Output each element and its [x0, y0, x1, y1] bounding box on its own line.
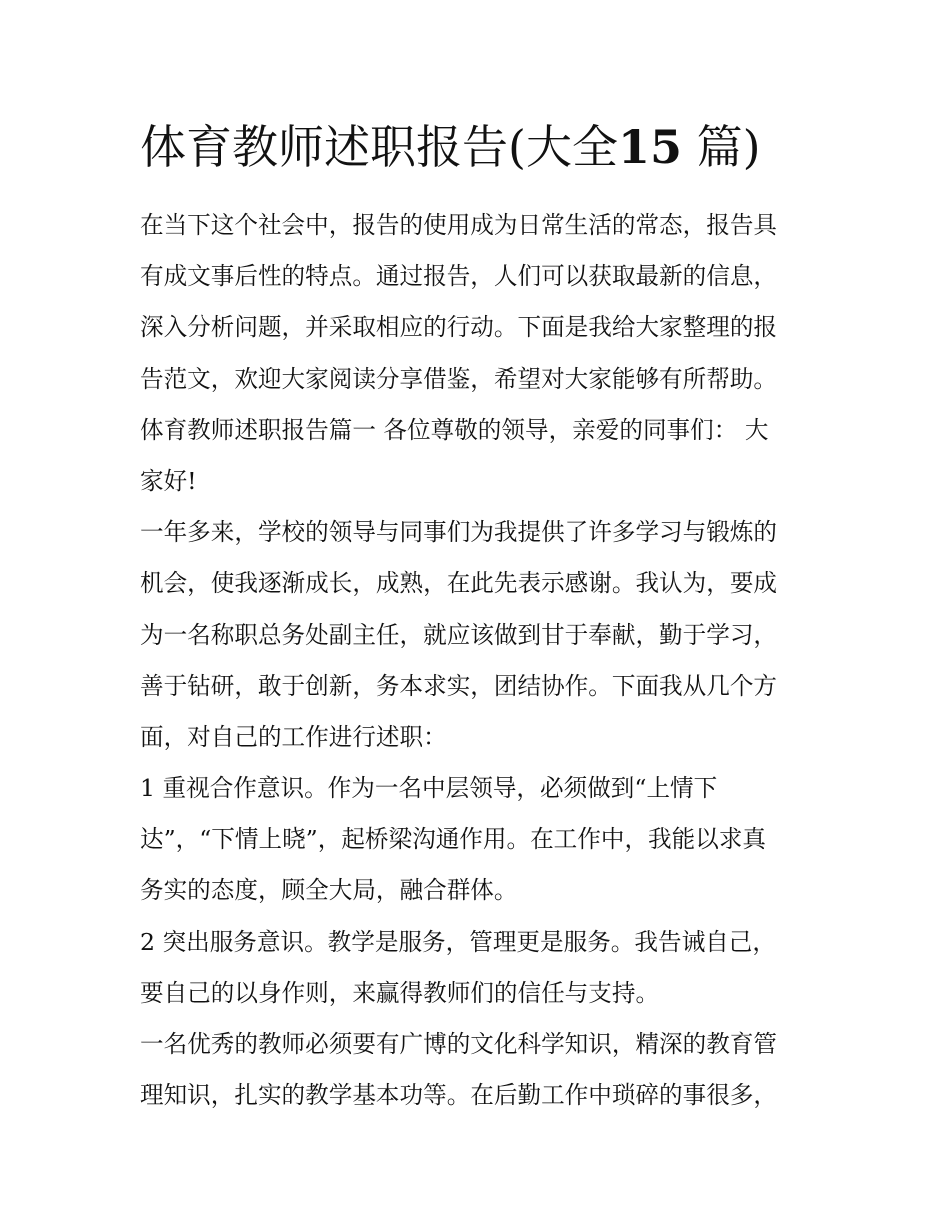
text-line: 家好!	[140, 466, 197, 495]
document-title	[140, 118, 840, 176]
text-line: 理知识，扎实的教学基本功等。在后勤工作中琐碎的事很多，	[140, 1081, 778, 1110]
text-line: 一名优秀的教师必须要有广博的文化科学知识，精深的教育管	[140, 1030, 778, 1058]
text-line: 面，对自己的工作进行述职：	[140, 722, 447, 751]
title-prefix: 体育教师述职报告(大全	[140, 120, 618, 174]
text-line: 为一名称职总务处副主任，就应该做到甘于奉献，勤于学习，	[140, 620, 778, 649]
text-line: 机会，使我逐渐成长，成熟，在此先表示感谢。我认为，要成	[140, 569, 778, 598]
text-line: 告范文，欢迎大家阅读分享借鉴，希望对大家能够有所帮助。	[140, 364, 778, 393]
text-line: 在当下这个社会中，报告的使用成为日常生活的常态，报告具	[140, 211, 778, 239]
title-number: 15	[617, 120, 682, 174]
document-body	[140, 200, 820, 1121]
text-line: 务实的态度，顾全大局，融合群体。	[140, 876, 518, 905]
text-line: 一年多来，学校的领导与同事们为我提供了许多学习与锻炼的	[140, 518, 778, 547]
text-line: 2 突出服务意识。教学是服务，管理更是服务。我告诫自己，	[140, 927, 776, 956]
text-line: 达”，“下情上晓”，起桥梁沟通作用。在工作中，我能以求真	[140, 825, 767, 854]
title-suffix: 篇)	[696, 120, 761, 174]
text-line: 善于钻研，敢于创新，务本求实，团结协作。下面我从几个方	[140, 671, 778, 700]
text-line: 体育教师述职报告篇一 各位尊敬的领导，亲爱的同事们： 大	[140, 415, 769, 444]
text-line: 深入分析问题，并采取相应的行动。下面是我给大家整理的报	[140, 313, 778, 342]
text-line: 有成文事后性的特点。通过报告，人们可以获取最新的信息，	[140, 262, 778, 291]
text-line: 要自己的以身作则，来赢得教师们的信任与支持。	[140, 978, 660, 1007]
text-line: 1 重视合作意识。作为一名中层领导，必须做到“上情下	[140, 774, 718, 803]
